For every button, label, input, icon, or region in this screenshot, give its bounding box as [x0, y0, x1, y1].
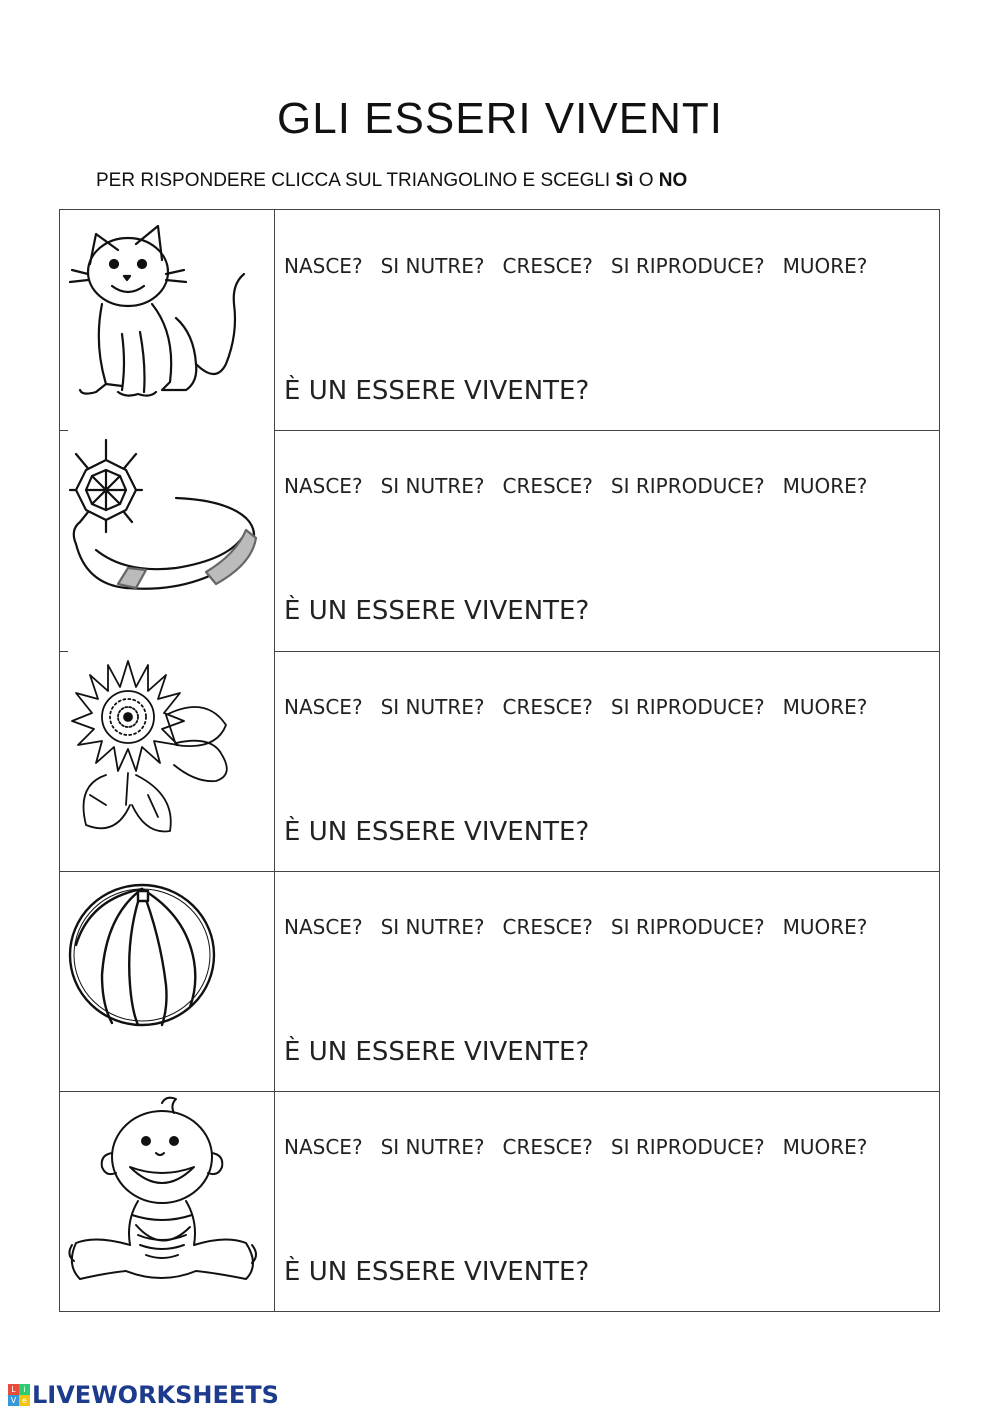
question-cresce: CRESCE? — [502, 254, 593, 278]
row-divider-left — [60, 430, 68, 431]
living-question: È UN ESSERE VIVENTE? — [284, 1037, 590, 1067]
question-muore: MUORE? — [782, 695, 868, 719]
instructions-text: PER RISPONDERE CLICCA SUL TRIANGOLINO E SCEGLI — [96, 170, 616, 191]
footer-brand[interactable]: LIVEWORKSHEETS — [32, 1381, 279, 1409]
living-question: È UN ESSERE VIVENTE? — [284, 376, 590, 406]
question-si-riproduce: SI RIPRODUCE? — [610, 474, 765, 498]
instructions-no: NO — [658, 170, 688, 191]
instructions-or: O — [633, 170, 659, 191]
question-nasce: NASCE? — [284, 695, 363, 719]
question-si-riproduce: SI RIPRODUCE? — [610, 695, 765, 719]
question-si-nutre: SI NUTRE? — [380, 474, 485, 498]
table-row — [60, 430, 939, 650]
row-divider — [274, 430, 939, 431]
worksheet-title: GLI ESSERI VIVENTI — [277, 94, 723, 143]
row-divider-left — [60, 1091, 274, 1092]
question-nasce: NASCE? — [284, 254, 363, 278]
question-cresce: CRESCE? — [502, 1135, 593, 1159]
question-si-nutre: SI NUTRE? — [380, 695, 485, 719]
question-nasce: NASCE? — [284, 915, 363, 939]
question-si-nutre: SI NUTRE? — [380, 1135, 485, 1159]
question-nasce: NASCE? — [284, 474, 363, 498]
row-divider-left — [60, 871, 274, 872]
life-questions — [284, 474, 867, 498]
ball-drawing — [66, 875, 266, 1085]
question-cresce: CRESCE? — [502, 474, 593, 498]
question-si-nutre: SI NUTRE? — [380, 915, 485, 939]
question-cresce: CRESCE? — [502, 695, 593, 719]
living-question: È UN ESSERE VIVENTE? — [284, 596, 590, 626]
question-si-riproduce: SI RIPRODUCE? — [610, 254, 765, 278]
life-questions — [284, 695, 867, 719]
question-muore: MUORE? — [782, 474, 868, 498]
question-cresce: CRESCE? — [502, 915, 593, 939]
instructions — [96, 170, 687, 192]
row-divider — [274, 651, 939, 652]
logo-letter: L — [8, 1384, 19, 1395]
question-si-riproduce: SI RIPRODUCE? — [610, 915, 765, 939]
row-divider-left — [60, 651, 68, 652]
row-divider — [274, 1091, 939, 1092]
question-muore: MUORE? — [782, 1135, 868, 1159]
table-row — [60, 210, 939, 430]
logo-letter: V — [8, 1395, 19, 1406]
cat-drawing — [66, 214, 266, 424]
logo-letter: i — [19, 1384, 30, 1395]
table-row — [60, 1091, 939, 1311]
logo-letter: e — [19, 1395, 30, 1406]
question-si-riproduce: SI RIPRODUCE? — [610, 1135, 765, 1159]
life-questions — [284, 1135, 867, 1159]
table-row — [60, 651, 939, 871]
life-questions — [284, 254, 867, 278]
living-question: È UN ESSERE VIVENTE? — [284, 817, 590, 847]
sunflower-drawing — [66, 655, 266, 865]
question-muore: MUORE? — [782, 254, 868, 278]
life-questions — [284, 915, 867, 939]
living-question: È UN ESSERE VIVENTE? — [284, 1257, 590, 1287]
baby-drawing — [66, 1095, 266, 1305]
instructions-yes: Sì — [615, 170, 634, 191]
question-si-nutre: SI NUTRE? — [380, 254, 485, 278]
liveworksheets-logo-icon — [8, 1384, 30, 1406]
question-muore: MUORE? — [782, 915, 868, 939]
ring-drawing — [66, 434, 266, 644]
row-divider — [274, 871, 939, 872]
question-nasce: NASCE? — [284, 1135, 363, 1159]
worksheet-table — [59, 209, 940, 1312]
footer — [8, 1381, 279, 1409]
table-row — [60, 871, 939, 1091]
